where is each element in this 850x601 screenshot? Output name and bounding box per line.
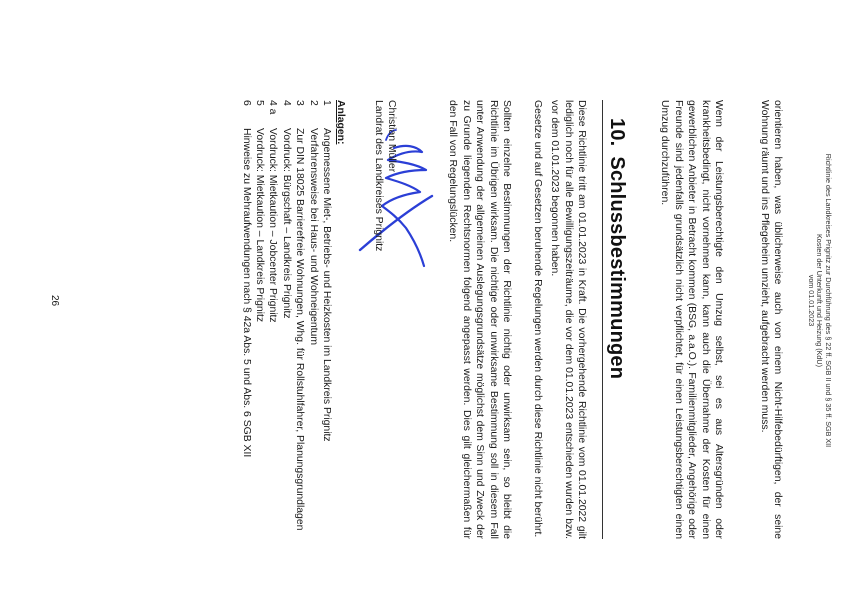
signer-name: Christian Müller <box>386 100 397 173</box>
paragraph-moving-costs <box>757 100 784 539</box>
annex-number: 1 <box>321 100 332 106</box>
annex-number: 4 <box>280 100 292 106</box>
annex-text: Angemessene Miet-, Betriebs- und Heizkosten im Landkreis Prignitz <box>321 128 332 442</box>
annex-number: 4 a <box>267 100 279 115</box>
list-item <box>306 100 319 539</box>
annex-text: Verfahrensweise bei Haus- und Wohneigentum <box>307 128 319 345</box>
paragraph-laws-unaffected <box>531 100 544 539</box>
list-item <box>293 100 306 539</box>
annex-number: 5 <box>253 100 265 106</box>
section-number: 10. <box>606 118 628 147</box>
paragraph-text: Wenn der Leistungsberechtigte den Umzug selbst, sei es aus Altersgründen oder krankheitsbedingt, nicht vornehmen kann, kann auch die Übernahme der Kosten für einen gewerblichen Anbieter in Betracht kommen (BSG, a.a.O.). Familienmitglieder, Angehörige oder Freunde sind jedenfalls grundsätzlich nicht verpflichtet, für einen Leistungsberechtigten einen Umzug durchzuführen. <box>659 100 724 539</box>
signer-block <box>371 100 398 251</box>
annex-text: Vordruck: Bürgschaft – Landkreis Prignitz <box>280 128 292 319</box>
annex-number: 3 <box>294 100 306 106</box>
paragraph-commercial-mover <box>658 100 725 539</box>
section-heading <box>605 118 628 379</box>
paragraph-severability <box>446 100 513 539</box>
page-header <box>806 60 832 541</box>
list-item <box>239 100 252 539</box>
annex-text: Zur DIN 18025 Barrierefreie Wohnungen, Whg. für Rollstuhlfahrer, Planungsgrundlagen <box>294 128 306 531</box>
header-line-2: Kosten der Unterkunft und Heizung (KdU) <box>815 233 825 368</box>
section-divider <box>602 100 603 539</box>
paragraph-text: orientieren haben, was üblicherweise auch von einem Nicht-Hilfebedürftigen, der seine Wohnung räumt und ins Pflegeheim umzieht, aufgebracht werden muss. <box>758 100 783 539</box>
paragraph-effective-date <box>548 100 588 539</box>
list-item <box>266 100 279 539</box>
annex-text: Vordruck: Mietkaution – Landkreis Prignitz <box>253 128 265 323</box>
section-title: Schlussbestimmungen <box>606 156 628 380</box>
annex-text: Hinweise zu Mehraufwendungen nach § 42a Abs. 5 und Abs. 6 SGB XII <box>240 128 252 458</box>
annex-list <box>239 100 333 539</box>
paragraph-text: Sollten einzelne Bestimmungen der Richtlinie nichtig oder unwirksam sein, so bleibt die Richtlinie im Übrigen wirksam. Die nichtige oder unwirksame Bestimmung soll in diesem Fall unter Anwendung der allgemeinen Auslegungsgrundsätze möglichst dem Sinn und Zweck der zu Grunde liegenden Rechtsnormen folgend angepasst werden. Dies gilt gleichermaßen für den Fall von Regelungslücken. <box>447 100 512 539</box>
annex-text: Vordruck: Mietkaution – Jobcenter Prignitz <box>267 128 279 323</box>
annex-number: 6 <box>240 100 252 106</box>
annex-heading: Anlagen: <box>335 100 346 145</box>
header-line-1: Richtlinie des Landkreises Prignitz zur Durchführung des § 22 ff. SGB II und § 35 ff. SGB XII <box>824 153 833 448</box>
list-item <box>320 100 333 539</box>
paragraph-text: Gesetze und auf Gesetzen beruhende Regelungen werden durch diese Richtlinie nicht berührt. <box>532 100 543 538</box>
annex-number: 2 <box>307 100 319 106</box>
signer-role: Landrat des Landkreises Prignitz <box>372 100 384 252</box>
list-item <box>253 100 266 539</box>
paragraph-text: Diese Richtlinie tritt am 01.01.2023 in Kraft. Die vorhergehende Richtlinie vom 01.01.2022 gilt lediglich noch für alle Bewilligungszeiträume, die vor dem 01.01.2023 entschieden wurden bzw. vor dem 01.01.2023 begonnen haben. <box>549 100 587 539</box>
list-item <box>279 100 292 539</box>
header-line-3: vom 01.01.2023 <box>806 274 816 327</box>
page-number: 26 <box>49 294 60 307</box>
